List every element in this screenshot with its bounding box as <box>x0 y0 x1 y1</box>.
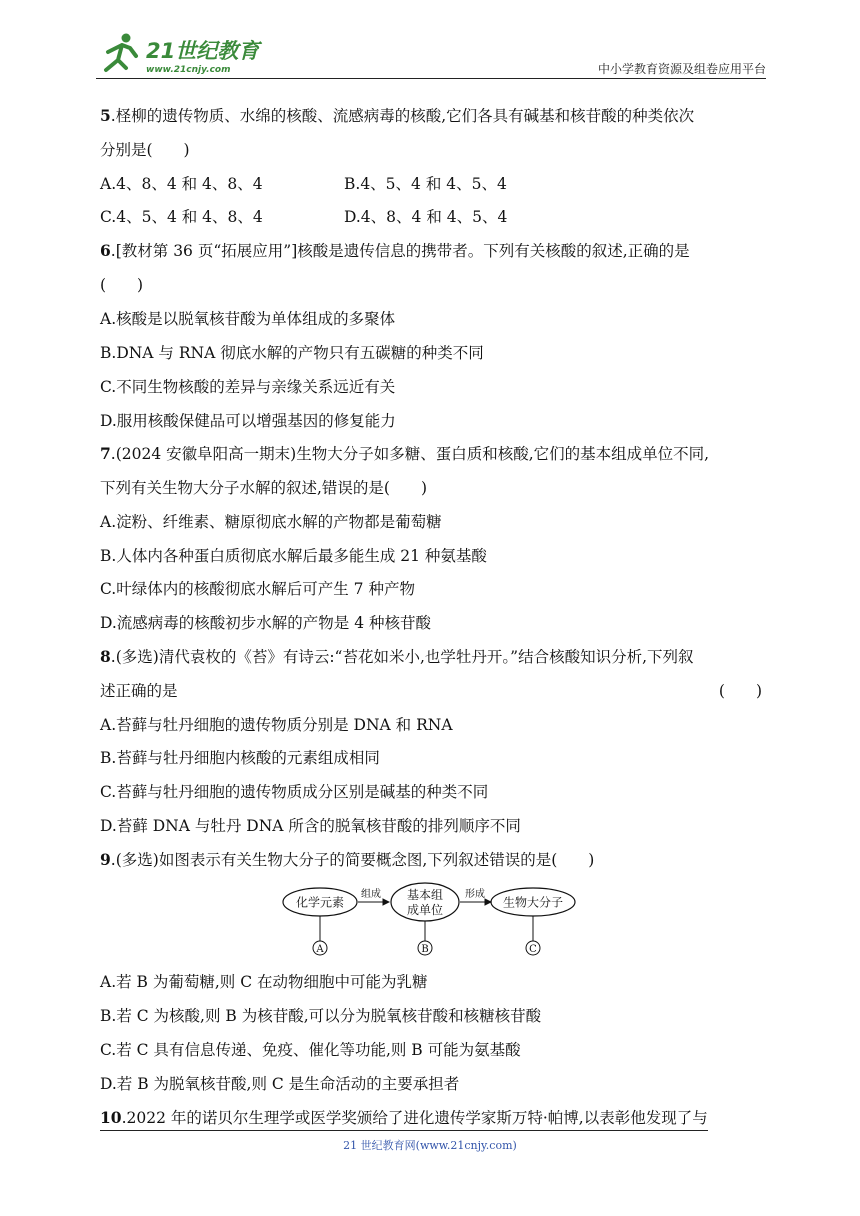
footer-source[interactable]: 21 世纪教育网(www.21cnjy.com) <box>343 1139 517 1152</box>
q10-stem-line1: 10.2022 年的诺贝尔生理学或医学奖颁给了进化遗传学家斯万特·帕博,以表彰他发现了与 <box>100 1108 708 1127</box>
q9-option-a[interactable]: A.若 B 为葡萄糖,则 C 在动物细胞中可能为乳糖 <box>100 973 428 991</box>
q9-option-b[interactable]: B.若 C 为核酸,则 B 为核苷酸,可以分为脱氧核苷酸和核糖核苷酸 <box>100 1007 542 1025</box>
q7-option-d[interactable]: D.流感病毒的核酸初步水解的产物是 4 种核苷酸 <box>100 614 432 632</box>
q6-option-b[interactable]: B.DNA 与 RNA 彻底水解的产物只有五碳糖的种类不同 <box>100 344 484 362</box>
arrow-compose-label: 组成 <box>361 889 381 900</box>
arrow-form-label: 形成 <box>465 889 485 900</box>
q7-option-b[interactable]: B.人体内各种蛋白质彻底水解后最多能生成 21 种氨基酸 <box>100 547 487 565</box>
footer-divider <box>100 1130 708 1131</box>
q9-option-d[interactable]: D.若 B 为脱氧核苷酸,则 C 是生命活动的主要承担者 <box>100 1075 460 1093</box>
concept-diagram <box>282 880 582 960</box>
q9-number: 9 <box>100 850 111 869</box>
q9-stem-line1: 9.(多选)如图表示有关生物大分子的简要概念图,下列叙述错误的是( ) <box>100 850 595 869</box>
q5-stem-line1: 5.柽柳的遗传物质、水绵的核酸、流感病毒的核酸,它们各具有碱基和核苷酸的种类依次 <box>100 106 695 125</box>
node-biomacromolecule-label: 生物大分子 <box>502 895 564 910</box>
q7-option-c[interactable]: C.叶绿体内的核酸彻底水解后可产生 7 种产物 <box>100 580 415 598</box>
q6-number: 6 <box>100 241 111 260</box>
q6-stem-line1: 6.[教材第 36 页“拓展应用”]核酸是遗传信息的携带者。下列有关核酸的叙述,正确的是 <box>100 241 690 260</box>
q9-option-c[interactable]: C.若 C 具有信息传递、免疫、催化等功能,则 B 可能为氨基酸 <box>100 1041 521 1059</box>
marker-a-label: A <box>316 944 324 955</box>
q7-stem-line2: 下列有关生物大分子水解的叙述,错误的是( ) <box>100 479 428 497</box>
logo-url: www.21cnjy.com <box>146 65 231 75</box>
q8-number: 8 <box>100 647 111 666</box>
q7-stem-line1: 7.(2024 安徽阜阳高一期末)生物大分子如多糖、蛋白质和核酸,它们的基本组成单位不同, <box>100 444 710 463</box>
marker-b-label: B <box>421 944 429 955</box>
runner-icon <box>106 34 136 71</box>
q8-option-a[interactable]: A.苔藓与牡丹细胞的遗传物质分别是 DNA 和 RNA <box>100 716 453 734</box>
marker-c-label: C <box>529 944 537 955</box>
q6-option-a[interactable]: A.核酸是以脱氧核苷酸为单体组成的多聚体 <box>100 310 396 328</box>
node-basic-unit-label-1: 基本组 <box>406 888 444 902</box>
q5-option-d[interactable]: D.4、8、4 和 4、5、4 <box>344 208 508 226</box>
site-logo[interactable] <box>96 32 266 76</box>
q5-option-c[interactable]: C.4、5、4 和 4、8、4 <box>100 208 263 226</box>
q8-option-c[interactable]: C.苔藓与牡丹细胞的遗传物质成分区别是碱基的种类不同 <box>100 783 489 801</box>
logo-text: 21世纪教育 <box>146 39 260 63</box>
q6-option-c[interactable]: C.不同生物核酸的差异与亲缘关系远近有关 <box>100 378 396 396</box>
q8-option-b[interactable]: B.苔藓与牡丹细胞内核酸的元素组成相同 <box>100 749 380 767</box>
q8-answer-blank: ( ) <box>718 682 762 700</box>
node-chemical-elements-label: 化学元素 <box>295 895 345 910</box>
q7-number: 7 <box>100 444 111 463</box>
q10-number: 10 <box>100 1108 122 1127</box>
q6-option-d[interactable]: D.服用核酸保健品可以增强基因的修复能力 <box>100 412 396 430</box>
header-platform-name: 中小学教育资源及组卷应用平台 <box>597 62 766 76</box>
node-basic-unit-label-2: 成单位 <box>406 903 444 917</box>
header-divider <box>96 78 766 79</box>
q5-number: 5 <box>100 106 111 125</box>
page-header <box>96 30 766 80</box>
q8-stem-line2: 述正确的是 ( ) <box>100 682 762 700</box>
q6-stem-line2: ( ) <box>100 276 144 294</box>
q5-option-a[interactable]: A.4、8、4 和 4、8、4 <box>100 175 263 193</box>
q7-option-a[interactable]: A.淀粉、纤维素、糖原彻底水解的产物都是葡萄糖 <box>100 513 442 531</box>
q5-option-b[interactable]: B.4、5、4 和 4、5、4 <box>344 175 507 193</box>
q8-option-d[interactable]: D.苔藓 DNA 与牡丹 DNA 所含的脱氧核苷酸的排列顺序不同 <box>100 817 521 835</box>
q5-stem-line2: 分别是( ) <box>100 141 190 159</box>
q8-stem-line1: 8.(多选)清代袁枚的《苔》有诗云:“苔花如米小,也学牡丹开。”结合核酸知识分析,下列叙 <box>100 647 694 666</box>
